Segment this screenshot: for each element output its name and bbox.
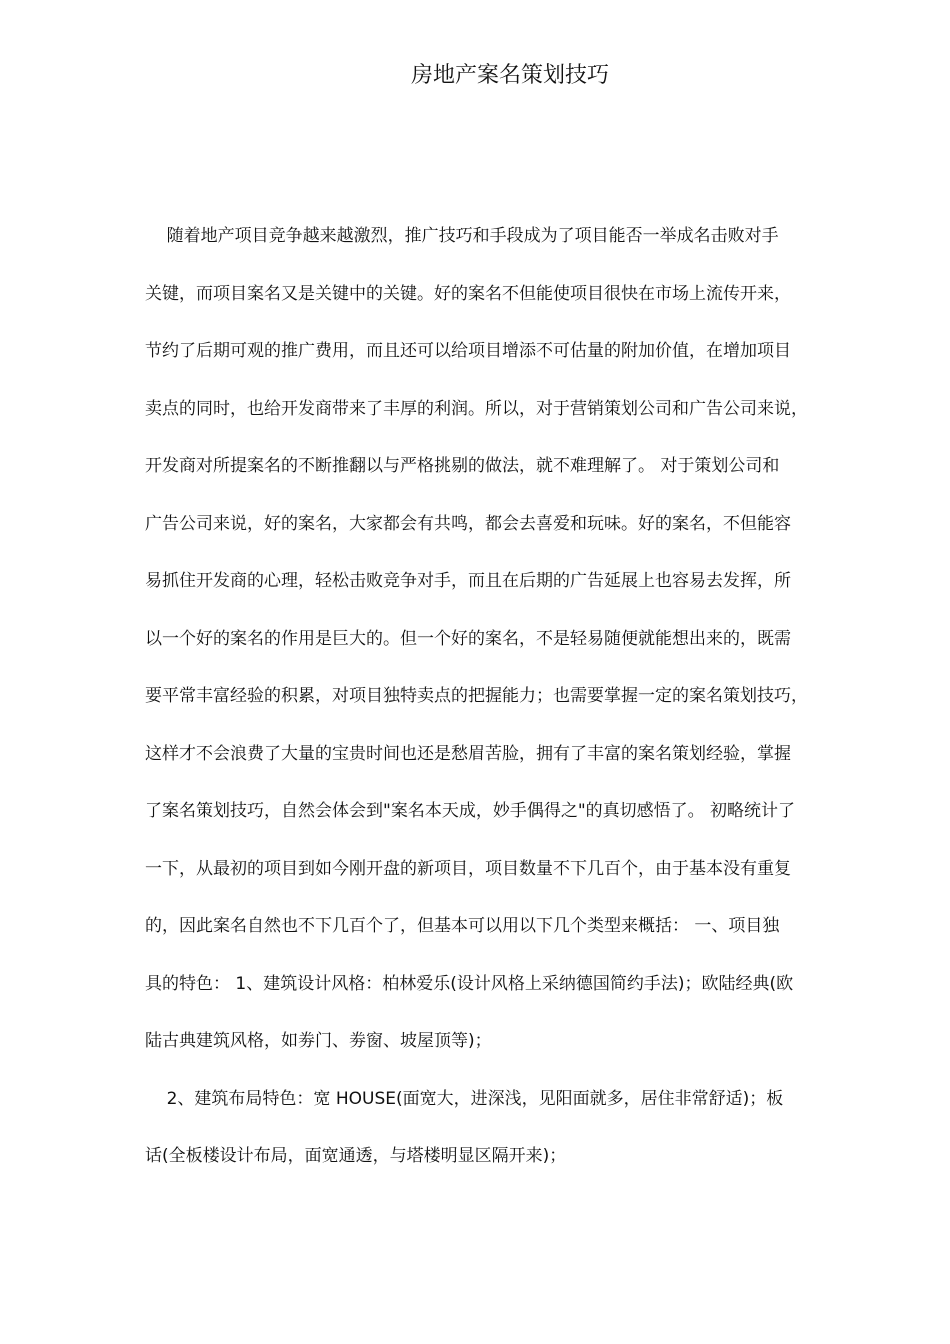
body-line: 要平常丰富经验的积累，对项目独特卖点的把握能力；也需要掌握一定的案名策划技巧， [145, 686, 808, 706]
body-line: 卖点的同时，也给开发商带来了丰厚的利润。所以，对于营销策划公司和广告公司来说， [145, 398, 808, 419]
body-line: 以一个好的案名的作用是巨大的。但一个好的案名，不是轻易随便就能想出来的，既需 [145, 628, 791, 649]
document-body [145, 218, 893, 1196]
body-line: 话(全板楼设计布局，面宽通透，与塔楼明显区隔开来)； [145, 1146, 567, 1166]
body-line: 的，因此案名自然也不下几百个了，但基本可以用以下几个类型来概括： 一、项目独 [145, 916, 780, 936]
body-line: 随着地产项目竞争越来越激烈，推广技巧和手段成为了项目能否一举成名击败对手 [145, 226, 779, 246]
body-line: 陆古典建筑风格，如劵门、劵窗、坡屋顶等)； [145, 1031, 492, 1051]
body-line: 一下，从最初的项目到如今刚开盘的新项目，项目数量不下几百个，由于基本没有重复 [145, 858, 791, 879]
body-line: 具的特色： 1、建筑设计风格：柏林爱乐(设计风格上采纳德国简约手法)；欧陆经典(欧 [145, 973, 794, 994]
body-line: 这样才不会浪费了大量的宝贵时间也还是愁眉苦脸，拥有了丰富的案名策划经验，掌握 [145, 743, 791, 764]
body-line: 关键，而项目案名又是关键中的关键。好的案名不但能使项目很快在市场上流传开来， [145, 283, 791, 304]
body-line: 节约了后期可观的推广费用，而且还可以给项目增添不可估量的附加价值，在增加项目 [145, 341, 791, 361]
body-line: 开发商对所提案名的不断推翻以与严格挑剔的做法，就不难理解了。 对于策划公司和 [145, 456, 780, 476]
document-title: 房地产案名策划技巧 [410, 63, 609, 88]
body-line: 易抓住开发商的心理，轻松击败竞争对手，而且在后期的广告延展上也容易去发挥，所 [145, 571, 791, 591]
body-line: 了案名策划技巧，自然会体会到"案名本天成，妙手偶得之"的真切感悟了。 初略统计了 [145, 801, 796, 821]
body-line: 2、建筑布局特色：宽 HOUSE(面宽大，进深浅，见阳面就多，居住非常舒适)；板 [145, 1088, 784, 1109]
body-line: 广告公司来说，好的案名，大家都会有共鸣，都会去喜爱和玩味。好的案名，不但能容 [145, 513, 791, 534]
